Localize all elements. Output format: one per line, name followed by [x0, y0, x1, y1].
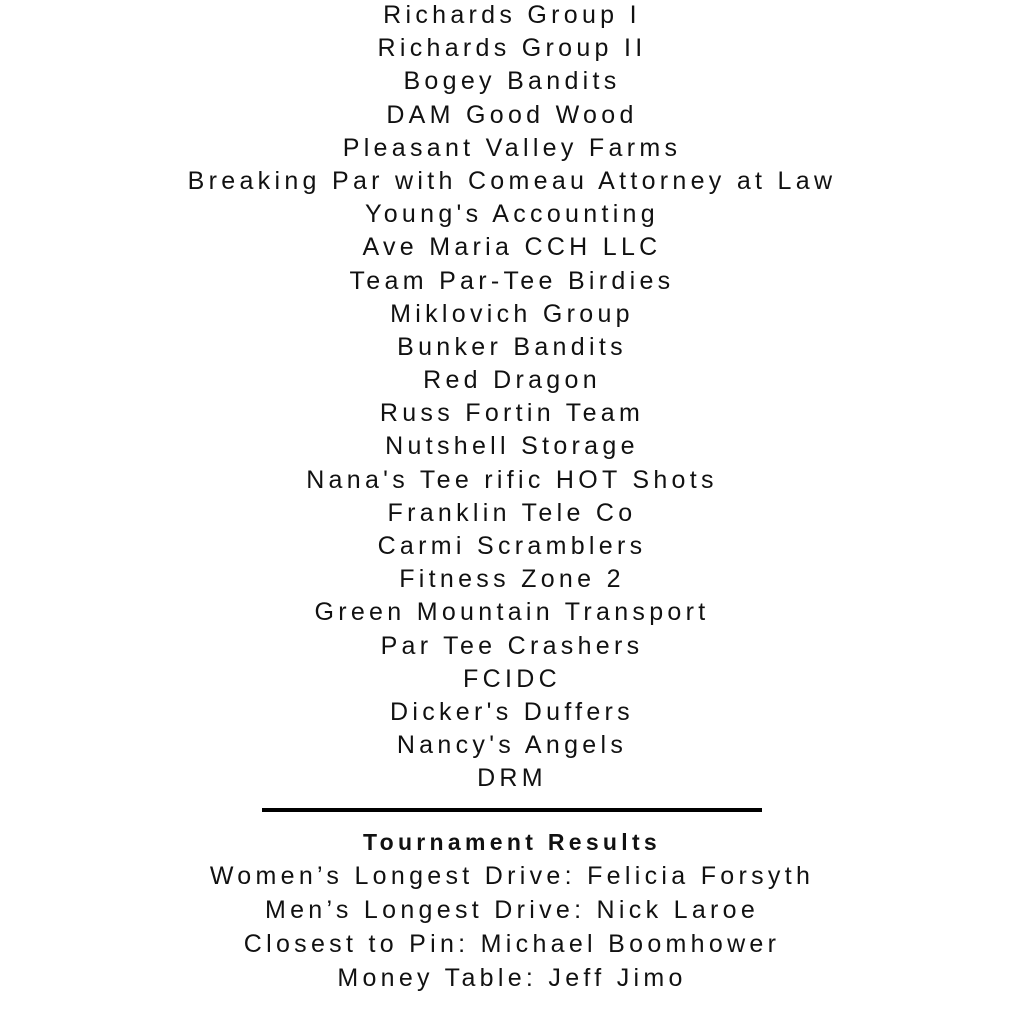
team-name: Richards Group I [383, 1, 641, 29]
team-name: Par Tee Crashers [380, 631, 644, 660]
team-name: Miklovich Group [390, 299, 634, 328]
team-name: DAM Good Wood [386, 100, 638, 129]
team-name: Richards Group II [377, 34, 647, 63]
results-list [0, 859, 1024, 995]
team-name: Bunker Bandits [397, 332, 627, 361]
team-name: Breaking Par with Comeau Attorney at Law [187, 166, 837, 195]
team-name: Russ Fortin Team [379, 399, 645, 428]
tournament-results [0, 825, 1024, 995]
team-name: Red Dragon [423, 366, 601, 395]
team-name: Team Par-Tee Birdies [349, 266, 675, 295]
team-name: Fitness Zone 2 [399, 565, 625, 594]
team-name: Nana's Tee rific HOT Shots [306, 465, 718, 494]
result-item: Men’s Longest Drive: Nick Laroe [264, 896, 760, 924]
section-divider [262, 808, 762, 812]
team-name: Green Mountain Transport [314, 598, 710, 627]
team-name: FCIDC [463, 664, 561, 693]
team-name: Ave Maria CCH LLC [362, 233, 662, 262]
result-item: Money Table: Jeff Jimo [337, 964, 687, 992]
team-name: Nutshell Storage [385, 432, 639, 461]
result-item: Closest to Pin: Michael Boomhower [243, 930, 781, 958]
results-heading: Tournament Results [362, 829, 662, 855]
result-item: Women’s Longest Drive: Felicia Forsyth [209, 862, 815, 890]
team-name: Franklin Tele Co [387, 498, 637, 527]
team-name: Nancy's Angels [396, 731, 628, 760]
team-name: Dicker's Duffers [390, 697, 634, 726]
team-name: Young's Accounting [365, 200, 659, 229]
team-name: Carmi Scramblers [377, 532, 647, 560]
team-name: DRM [477, 764, 547, 793]
team-name: Bogey Bandits [403, 67, 621, 96]
team-name: Pleasant Valley Farms [342, 133, 682, 162]
